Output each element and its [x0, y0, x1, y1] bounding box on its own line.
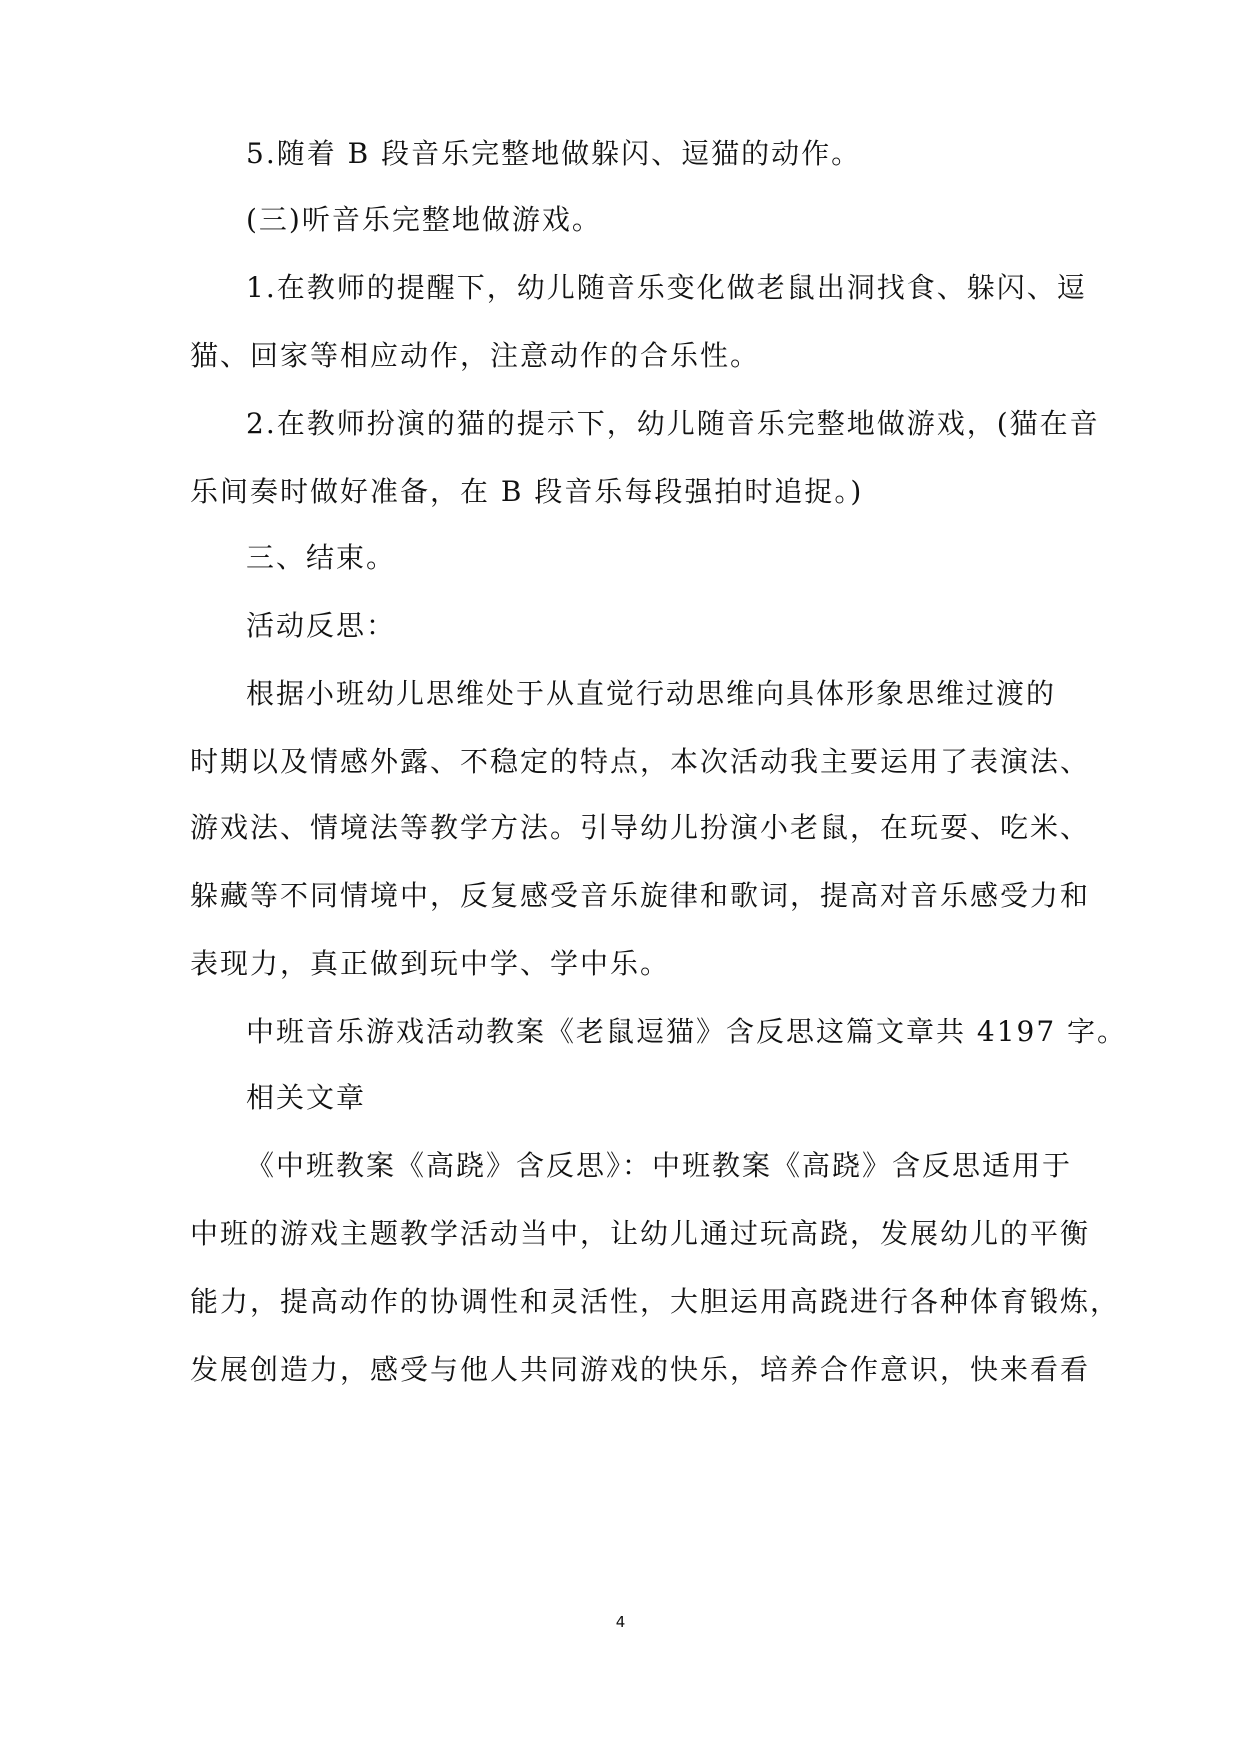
text-line: 1.在教师的提醒下，幼儿随音乐变化做老鼠出洞找食、躲闪、逗	[246, 271, 1087, 304]
text-line: 根据小班幼儿思维处于从直觉行动思维向具体形象思维过渡的	[246, 677, 1057, 710]
section-heading: 相关文章	[246, 1081, 367, 1114]
text-line: 游戏法、情境法等教学方法。引导幼儿扮演小老鼠，在玩耍、吃米、	[190, 811, 1091, 844]
text-line: 2.在教师扮演的猫的提示下，幼儿随音乐完整地做游戏，(猫在音	[246, 407, 1100, 440]
text-line: 《中班教案《高跷》含反思》：中班教案《高跷》含反思适用于	[246, 1149, 1073, 1182]
text-line: 躲藏等不同情境中，反复感受音乐旋律和歌词，提高对音乐感受力和	[190, 879, 1091, 912]
text-line: 能力，提高动作的协调性和灵活性，大胆运用高跷进行各种体育锻炼，	[190, 1285, 1121, 1318]
page-number: 4	[615, 1613, 626, 1631]
section-heading: 活动反思：	[246, 609, 397, 642]
text-line: 表现力，真正做到玩中学、学中乐。	[190, 947, 671, 980]
text-line: 猫、回家等相应动作，注意动作的合乐性。	[190, 339, 761, 372]
text-line: 中班音乐游戏活动教案《老鼠逗猫》含反思这篇文章共 4197 字。	[246, 1015, 1128, 1048]
text-line: 乐间奏时做好准备，在 B 段音乐每段强拍时追捉。)	[190, 475, 864, 508]
text-line: 中班的游戏主题教学活动当中，让幼儿通过玩高跷，发展幼儿的平衡	[190, 1217, 1091, 1250]
text-line: 发展创造力，感受与他人共同游戏的快乐，培养合作意识，快来看看	[190, 1353, 1091, 1386]
text-line: 三、结束。	[246, 541, 397, 574]
text-line: (三)听音乐完整地做游戏。	[246, 203, 602, 236]
text-line: 5.随着 B 段音乐完整地做躲闪、逗猫的动作。	[246, 137, 862, 170]
text-line: 时期以及情感外露、不稳定的特点，本次活动我主要运用了表演法、	[190, 745, 1091, 778]
